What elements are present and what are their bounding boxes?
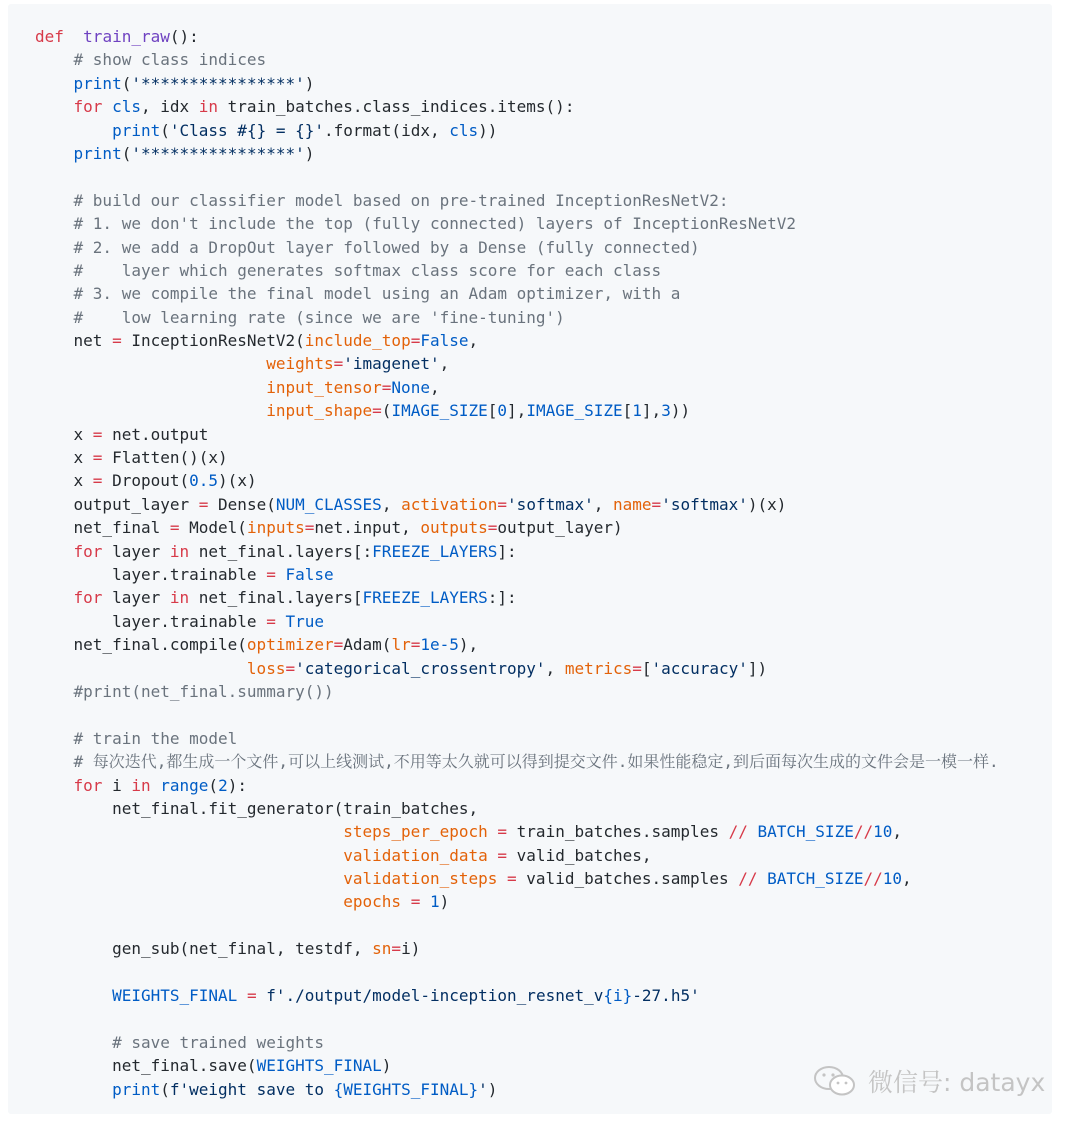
code-token: =: [92, 424, 103, 444]
code-token: =: [410, 331, 421, 351]
code-token: -27.h5': [632, 986, 700, 1006]
code-token: 2: [218, 775, 228, 795]
code-token: outputs: [420, 518, 488, 538]
code-token: ,: [468, 331, 479, 351]
code-token: BATCH_SIZE: [767, 869, 864, 889]
code-token: in: [169, 541, 190, 561]
code-line: [35, 961, 999, 984]
code-token: ],: [641, 401, 662, 421]
code-token: [: [641, 658, 652, 678]
code-token: ): [381, 1056, 392, 1076]
code-token: cls: [449, 120, 479, 140]
code-line: [35, 376, 999, 399]
code-token: WEIGHTS_FINAL: [256, 1056, 382, 1076]
code-token: weights: [266, 354, 334, 374]
code-token: '****************': [131, 73, 305, 93]
code-token: =: [381, 377, 392, 397]
code-token: [35, 97, 74, 116]
code-line: [35, 867, 999, 890]
code-token: 0.5: [189, 471, 219, 491]
code-token: # 2. we add a DropOut layer followed by a Dense (fully connected): [35, 237, 700, 257]
code-token: ,: [545, 658, 565, 678]
code-token: =: [285, 658, 296, 678]
code-token: layer: [102, 588, 170, 608]
code-token: train_batches.class_indices.items():: [218, 97, 575, 117]
code-token: '****************': [131, 143, 305, 163]
code-token: (: [160, 120, 170, 140]
code-token: [35, 588, 74, 607]
code-line: [35, 423, 999, 446]
code-token: for: [73, 97, 103, 117]
watermark-text: 微信号: datayx: [868, 1068, 1046, 1097]
code-token: =: [632, 658, 642, 678]
code-token: [237, 986, 247, 1005]
code-token: ),: [458, 635, 479, 655]
code-token: optimizer: [246, 635, 334, 655]
code-token: # train the model: [35, 728, 238, 748]
code-line: [35, 984, 999, 1007]
code-token: )): [478, 120, 498, 140]
code-token: [35, 892, 343, 911]
code-token: train_raw: [83, 27, 170, 46]
code-line: [35, 797, 999, 820]
code-line: [35, 165, 999, 188]
code-token: [35, 121, 112, 140]
code-token: [: [622, 401, 633, 421]
code-token: .format(idx,: [324, 120, 450, 140]
code-token: =: [507, 869, 517, 889]
code-token: =: [497, 845, 508, 865]
code-token: [35, 846, 343, 865]
code-token: ,: [381, 494, 402, 514]
code-token: for: [73, 588, 103, 608]
code-token: ]): [747, 658, 768, 678]
code-line: [35, 48, 999, 71]
code-token: )(x): [218, 471, 257, 491]
code-line: [35, 1007, 999, 1030]
code-line: [35, 586, 999, 609]
code-token: 'Class #{} = {}': [169, 120, 324, 140]
code-token: 'softmax': [507, 494, 594, 514]
code-line: [35, 774, 999, 797]
code-token: layer: [102, 541, 170, 561]
code-line: [35, 95, 999, 118]
code-token: [35, 1080, 112, 1099]
code-token: Adam(: [343, 635, 392, 655]
code-token: =: [112, 331, 122, 351]
code-line: [35, 282, 999, 305]
code-token: :]:: [487, 588, 517, 608]
code-line: [35, 119, 999, 142]
code-token: =: [497, 494, 508, 514]
code-token: print: [112, 120, 161, 140]
code-token: ,: [593, 494, 614, 514]
code-token: ): [487, 1079, 498, 1099]
code-token: ,: [429, 377, 440, 397]
code-token: x: [35, 471, 93, 491]
code-line: [35, 399, 999, 422]
code-token: NUM_CLASSES: [275, 494, 382, 514]
code-token: )(x): [747, 494, 787, 514]
code-token: x: [35, 424, 93, 444]
code-token: [488, 822, 498, 841]
code-token: 0: [497, 401, 508, 421]
code-token: f'./output/model-inception_resnet_v: [266, 986, 604, 1006]
code-token: i): [401, 939, 421, 959]
code-token: False: [285, 564, 334, 584]
code-token: (: [381, 401, 392, 421]
code-token: IMAGE_SIZE: [391, 401, 488, 421]
code-token: [401, 892, 411, 911]
code-token: net_final.layers[: [189, 588, 363, 608]
wechat-icon: [812, 1064, 858, 1098]
code-token: # show class indices: [35, 50, 267, 70]
code-token: net.output: [102, 424, 209, 444]
code-token: #print(net_final.summary()): [35, 681, 334, 701]
code-token: None: [391, 377, 430, 397]
code-token: 'categorical_crossentropy': [295, 658, 546, 678]
code-token: print: [73, 73, 122, 93]
code-token: net_final.save(: [35, 1056, 257, 1076]
code-token: 'accuracy': [651, 658, 748, 678]
code-token: =: [169, 518, 180, 538]
code-token: 1: [429, 892, 440, 912]
code-line: [35, 937, 999, 960]
code-token: print: [112, 1079, 161, 1099]
code-token: lr: [391, 635, 411, 655]
code-token: ': [478, 1079, 488, 1099]
code-token: =: [372, 401, 382, 421]
code-token: 1e-5: [420, 635, 459, 655]
code-token: False: [420, 331, 469, 351]
code-block: [8, 4, 1052, 1114]
code-line: [35, 610, 999, 633]
code-token: x: [35, 448, 93, 468]
code-token: =: [391, 939, 402, 959]
code-line: [35, 236, 999, 259]
code-line: [35, 469, 999, 492]
code-token: [35, 542, 74, 561]
code-token: validation_steps: [343, 869, 498, 889]
code-line: [35, 540, 999, 563]
code-token: validation_data: [343, 845, 488, 865]
code-line: [35, 352, 999, 375]
code-token: 3: [661, 401, 671, 421]
code-token: //: [853, 822, 874, 842]
code-token: cls: [102, 97, 141, 117]
code-token: for: [73, 775, 103, 795]
code-token: //: [863, 869, 883, 889]
code-token: [35, 822, 343, 841]
code-token: def: [35, 27, 64, 46]
code-line: [35, 72, 999, 95]
code-token: //: [728, 822, 748, 842]
code-token: [35, 354, 266, 373]
code-token: in: [198, 97, 219, 117]
code-token: [497, 869, 507, 888]
code-token: InceptionResNetV2(: [121, 331, 305, 351]
code-token: =: [410, 892, 421, 912]
code-token: i: [102, 775, 132, 795]
code-token: [35, 986, 112, 1005]
code-token: epochs: [343, 892, 402, 912]
code-token: input_shape: [266, 401, 373, 421]
code-line: [35, 563, 999, 586]
code-token: ,: [892, 822, 902, 842]
code-line: [35, 820, 999, 843]
code-token: in: [131, 775, 151, 795]
code-token: valid_batches.samples: [516, 869, 739, 889]
code-line: [35, 259, 999, 282]
code-token: BATCH_SIZE: [757, 822, 854, 842]
code-token: True: [285, 611, 324, 631]
code-token: 10: [882, 869, 902, 889]
code-token: layer.trainable: [35, 611, 267, 631]
code-token: Model(: [179, 518, 247, 538]
code-token: 1: [632, 401, 642, 421]
code-token: =: [246, 986, 257, 1006]
code-token: [420, 892, 430, 911]
code-token: 'softmax': [661, 494, 748, 514]
code-token: [35, 378, 266, 397]
code-token: [757, 869, 767, 888]
code-token: {WEIGHTS_FINAL}: [333, 1079, 479, 1099]
code-token: ],: [507, 401, 527, 421]
code-token: =: [333, 635, 344, 655]
code-token: 'imagenet': [343, 354, 440, 374]
code-line: [35, 306, 999, 329]
code-token: =: [92, 448, 103, 468]
code-token: output_layer): [497, 518, 623, 538]
code-token: ,: [439, 354, 450, 374]
code-token: , idx: [140, 97, 199, 117]
code-token: output_layer: [35, 494, 199, 514]
code-token: =: [333, 354, 344, 374]
code-token: [488, 846, 498, 865]
code-token: train_batches.samples: [507, 822, 729, 842]
code-line: [35, 516, 999, 539]
code-token: [: [487, 401, 498, 421]
code-token: [151, 776, 161, 795]
code-line: [35, 727, 999, 750]
code-token: =: [198, 494, 209, 514]
code-token: inputs: [246, 518, 305, 538]
code-token: )): [670, 401, 691, 421]
code-token: net.input,: [314, 518, 421, 538]
code-token: ():: [169, 27, 199, 46]
code-token: =: [304, 518, 315, 538]
code-token: loss: [246, 658, 286, 678]
code-token: net_final: [35, 518, 170, 538]
code-token: net_final.compile(: [35, 635, 247, 655]
code-token: =: [651, 494, 662, 514]
code-token: activation: [401, 494, 498, 514]
code-token: ):: [227, 775, 247, 795]
code-token: =: [266, 611, 276, 631]
code-line: [35, 633, 999, 656]
code-token: (: [160, 1079, 170, 1099]
code-line: [35, 750, 999, 773]
code-token: net_final.fit_generator(train_batches,: [35, 798, 479, 818]
code-token: [35, 144, 74, 163]
code-token: [257, 986, 267, 1005]
code-token: gen_sub(net_final, testdf,: [35, 939, 373, 959]
code-token: ): [304, 73, 315, 93]
code-token: layer.trainable: [35, 564, 267, 584]
code-token: # 1. we don't include the top (fully connected) layers of InceptionResNetV2: [35, 214, 796, 234]
code-token: f'weight save to: [169, 1079, 334, 1099]
code-token: FREEZE_LAYERS: [362, 588, 488, 608]
code-line: [35, 446, 999, 469]
code-token: sn: [372, 939, 392, 959]
code-token: [35, 401, 266, 420]
watermark: [812, 1062, 1045, 1100]
code-token: # low learning rate (since we are 'fine-tuning'): [35, 307, 565, 327]
code-line: [35, 657, 999, 680]
code-token: WEIGHTS_FINAL: [112, 986, 238, 1006]
code-line: [35, 189, 999, 212]
code-line: [35, 25, 999, 48]
code-token: print: [73, 143, 122, 163]
code-token: (: [208, 775, 219, 795]
code-token: ,: [901, 869, 912, 889]
code-line: [35, 212, 999, 235]
code-token: {i}: [603, 986, 633, 1006]
code-token: net: [35, 331, 113, 351]
code-token: Flatten()(x): [102, 448, 228, 468]
code-token: [748, 822, 758, 841]
code-token: net_final.layers[:: [189, 541, 373, 561]
code-line: [35, 142, 999, 165]
code-token: =: [497, 822, 508, 842]
code-token: FREEZE_LAYERS: [372, 541, 498, 561]
code-line: [35, 493, 999, 516]
code-line: [35, 890, 999, 913]
code-token: # save trained weights: [35, 1032, 324, 1052]
code-token: =: [92, 471, 103, 491]
code-token: steps_per_epoch: [343, 822, 488, 842]
code-token: # layer which generates softmax class score for each class: [35, 260, 662, 280]
code-token: # 3. we compile the final model using an Adam optimizer, with a: [35, 284, 681, 304]
code-token: [64, 27, 83, 46]
code-token: ): [304, 143, 315, 163]
code-token: in: [169, 588, 190, 608]
code-token: (: [121, 143, 132, 163]
code-token: name: [613, 494, 652, 514]
code-line: [35, 844, 999, 867]
code-line: [35, 329, 999, 352]
code-token: IMAGE_SIZE: [526, 401, 623, 421]
code-token: 10: [873, 822, 893, 842]
code-token: # 每次迭代,都生成一个文件,可以上线测试,不用等太久就可以得到提交文件.如果性能稳定,到后面每次生成的文件会是一模一样.: [35, 752, 999, 772]
code-token: [35, 776, 74, 795]
code-token: range: [160, 775, 209, 795]
code-token: [35, 659, 247, 678]
code-token: input_tensor: [266, 377, 382, 397]
code-token: =: [487, 518, 498, 538]
code-token: (: [121, 73, 132, 93]
code-token: # build our classifier model based on pre-trained InceptionResNetV2:: [35, 190, 729, 210]
code-token: for: [73, 541, 103, 561]
code-token: [35, 869, 343, 888]
code-token: Dropout(: [102, 471, 190, 491]
code-token: =: [410, 635, 421, 655]
code-text[interactable]: [35, 25, 999, 1101]
code-line: [35, 703, 999, 726]
code-token: =: [266, 564, 276, 584]
code-line: [35, 1031, 999, 1054]
code-token: ): [439, 892, 450, 912]
code-token: ]:: [497, 541, 517, 561]
code-token: metrics: [564, 658, 633, 678]
code-line: [35, 914, 999, 937]
code-token: [35, 74, 74, 93]
code-line: [35, 680, 999, 703]
code-token: include_top: [304, 331, 411, 351]
code-token: valid_batches,: [507, 845, 652, 865]
code-token: //: [738, 869, 758, 889]
code-token: Dense(: [208, 494, 276, 514]
